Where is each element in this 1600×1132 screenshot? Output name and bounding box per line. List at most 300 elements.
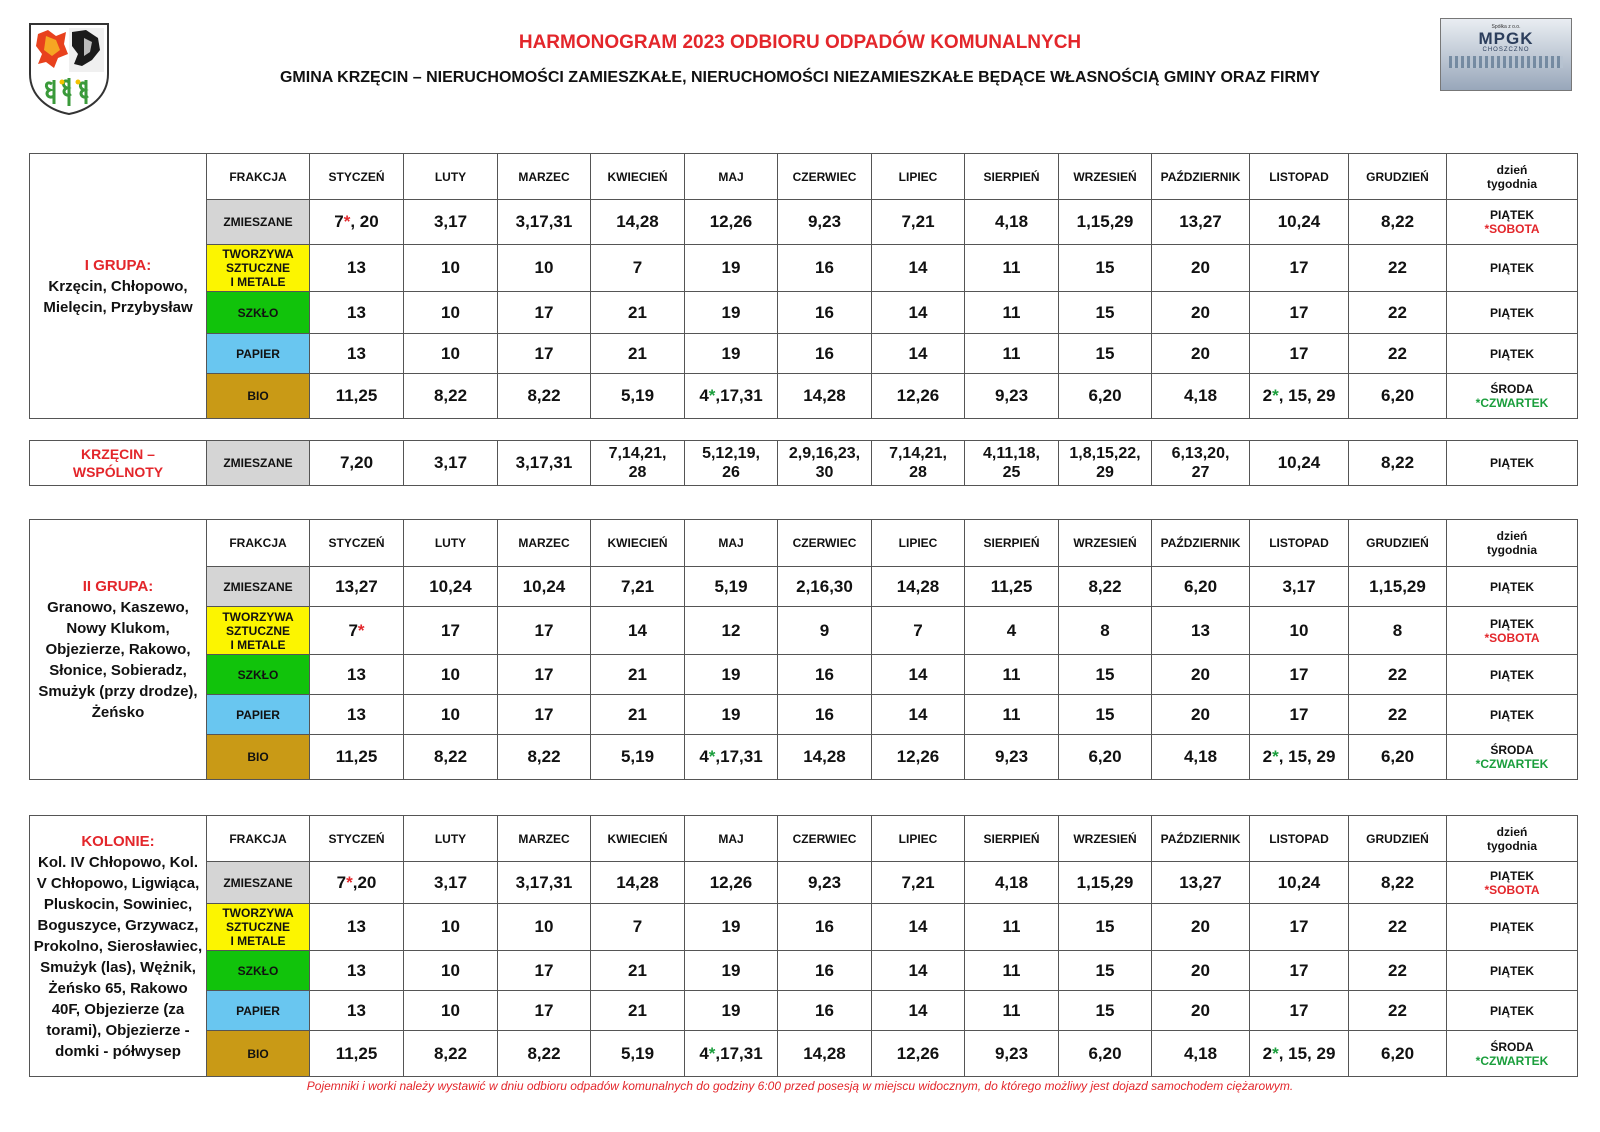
schedule-table-group-1: [29, 153, 1578, 419]
date-cell: 6,20: [1152, 567, 1250, 607]
row-paper: [30, 334, 1578, 374]
date-cell: 2*, 15, 29: [1250, 374, 1349, 419]
weekday-cell: PIĄTEK *SOBOTA: [1447, 607, 1578, 655]
fraction-mixed: ZMIESZANE: [207, 567, 310, 607]
date-cell: 19: [685, 655, 778, 695]
date-cell: 5,19: [591, 735, 685, 780]
date-cell: 20: [1152, 334, 1250, 374]
row-bio: [30, 374, 1578, 419]
date-cell: 14,28: [778, 735, 872, 780]
month-header: CZERWIEC: [778, 520, 872, 567]
month-header: GRUDZIEŃ: [1349, 520, 1447, 567]
date-cell: 19: [685, 292, 778, 334]
row-glass: [30, 292, 1578, 334]
fraction-header: FRAKCJA: [207, 816, 310, 862]
date-cell: 5,19: [591, 1031, 685, 1077]
date-cell: 8,22: [1349, 200, 1447, 245]
date-cell: 4,18: [1152, 735, 1250, 780]
date-cell: 7*: [310, 607, 404, 655]
date-cell: 2,16,30: [778, 567, 872, 607]
row-bio: [30, 1031, 1578, 1077]
date-cell: 14: [872, 951, 965, 991]
date-cell: 10: [404, 334, 498, 374]
date-cell: 15: [1059, 951, 1152, 991]
date-cell: 9: [778, 607, 872, 655]
weekday-cell: PIĄTEK: [1447, 904, 1578, 951]
date-cell: 21: [591, 991, 685, 1031]
weekday-cell: PIĄTEK: [1447, 292, 1578, 334]
date-cell: 3,17: [1250, 567, 1349, 607]
date-cell: 10: [404, 951, 498, 991]
month-header: LISTOPAD: [1250, 816, 1349, 862]
date-cell: 9,23: [965, 374, 1059, 419]
date-cell: 4,18: [1152, 374, 1250, 419]
page-title: HARMONOGRAM 2023 ODBIORU ODPADÓW KOMUNALNYCH: [518, 32, 1082, 53]
row-bio: [30, 735, 1578, 780]
date-cell: 10: [1250, 607, 1349, 655]
date-cell: 7,21: [872, 200, 965, 245]
date-cell: 10: [498, 245, 591, 292]
month-header: KWIECIEŃ: [591, 520, 685, 567]
group-places: Granowo, Kaszewo, Nowy Klukom, Objezierze, Rakowo, Słonice, Sobieradz, Smużyk (przy drodze), Żeńsko: [38, 599, 198, 721]
row-mixed: [30, 567, 1578, 607]
fraction-mixed: ZMIESZANE: [207, 200, 310, 245]
date-cell: 1,8,15,22, 29: [1059, 441, 1152, 486]
date-cell: 6,20: [1349, 735, 1447, 780]
month-header: LIPIEC: [872, 520, 965, 567]
date-cell: 15: [1059, 292, 1152, 334]
month-header: WRZESIEŃ: [1059, 520, 1152, 567]
date-cell: 1,15,29: [1349, 567, 1447, 607]
weekday-header: dzień tygodnia: [1447, 520, 1578, 567]
date-cell: 16: [778, 245, 872, 292]
date-cell: 17: [1250, 334, 1349, 374]
month-header: LUTY: [404, 816, 498, 862]
date-cell: 3,17,31: [498, 862, 591, 904]
fraction-header: FRAKCJA: [207, 520, 310, 567]
date-cell: 10: [404, 245, 498, 292]
date-cell: 17: [404, 607, 498, 655]
header-row: [30, 154, 1578, 200]
date-cell: 16: [778, 334, 872, 374]
month-header: STYCZEŃ: [310, 154, 404, 200]
schedule-table-communities: [29, 440, 1578, 486]
month-header: MAJ: [685, 816, 778, 862]
month-header: MAJ: [685, 154, 778, 200]
date-cell: 16: [778, 991, 872, 1031]
date-cell: 2*, 15, 29: [1250, 1031, 1349, 1077]
date-cell: 7,14,21, 28: [872, 441, 965, 486]
month-header: LIPIEC: [872, 816, 965, 862]
fraction-mixed: ZMIESZANE: [207, 441, 310, 486]
date-cell: 19: [685, 245, 778, 292]
date-cell: 14: [872, 904, 965, 951]
date-cell: 12,26: [872, 735, 965, 780]
date-cell: 9,23: [965, 735, 1059, 780]
group-name: I GRUPA:: [84, 256, 152, 274]
date-cell: 19: [685, 991, 778, 1031]
date-cell: 11: [965, 951, 1059, 991]
month-header: MARZEC: [498, 816, 591, 862]
header-row: [30, 816, 1578, 862]
month-header: CZERWIEC: [778, 154, 872, 200]
date-cell: 3,17,31: [498, 441, 591, 486]
date-cell: 11,25: [310, 1031, 404, 1077]
date-cell: 14: [872, 991, 965, 1031]
date-cell: 16: [778, 292, 872, 334]
date-cell: 13,27: [310, 567, 404, 607]
date-cell: 11: [965, 991, 1059, 1031]
date-cell: 22: [1349, 245, 1447, 292]
month-header: LUTY: [404, 154, 498, 200]
month-header: CZERWIEC: [778, 816, 872, 862]
date-cell: 14: [872, 292, 965, 334]
date-cell: 13: [1152, 607, 1250, 655]
page-subtitle: GMINA KRZĘCIN – NIERUCHOMOŚCI ZAMIESZKAŁE, NIERUCHOMOŚCI NIEZAMIESZKAŁE BĘDĄCE WŁASNOŚCIĄ GMINY ORAZ FIRMY: [279, 69, 1320, 86]
month-header: PAŹDZIERNIK: [1152, 154, 1250, 200]
date-cell: 10,24: [404, 567, 498, 607]
fraction-mixed: ZMIESZANE: [207, 862, 310, 904]
month-header: LIPIEC: [872, 154, 965, 200]
date-cell: 6,20: [1349, 1031, 1447, 1077]
month-header: LISTOPAD: [1250, 520, 1349, 567]
date-cell: 19: [685, 334, 778, 374]
date-cell: 21: [591, 655, 685, 695]
date-cell: 17: [1250, 695, 1349, 735]
footer-note: Pojemniki i worki należy wystawić w dniu odbioru odpadów komunalnych do godziny 6:00 przed posesją w miejscu widocznym, do którego możliwy jest dojazd samochodem ciężarowym.: [306, 1079, 1294, 1093]
fraction-bio: BIO: [207, 1031, 310, 1077]
date-cell: 16: [778, 951, 872, 991]
date-cell: 11,25: [310, 374, 404, 419]
fraction-bio: BIO: [207, 374, 310, 419]
date-cell: 1,15,29: [1059, 200, 1152, 245]
group-name: II GRUPA:: [82, 578, 154, 595]
fraction-bio: BIO: [207, 735, 310, 780]
date-cell: 11,25: [310, 735, 404, 780]
date-cell: 10: [498, 904, 591, 951]
weekday-cell: PIĄTEK: [1447, 245, 1578, 292]
date-cell: 15: [1059, 695, 1152, 735]
group-places: Krzęcin, Chłopowo, Mielęcin, Przybysław: [43, 277, 193, 316]
weekday-header: dzień tygodnia: [1447, 154, 1578, 200]
fraction-glass: SZKŁO: [207, 951, 310, 991]
date-cell: 7*, 20: [310, 200, 404, 245]
date-cell: 22: [1349, 695, 1447, 735]
date-cell: 21: [591, 292, 685, 334]
date-cell: 17: [498, 334, 591, 374]
date-cell: 13: [310, 904, 404, 951]
row-mixed: [30, 441, 1578, 486]
date-cell: 14,28: [591, 200, 685, 245]
date-cell: 4,18: [965, 200, 1059, 245]
month-header: SIERPIEŃ: [965, 154, 1059, 200]
date-cell: 14,28: [591, 862, 685, 904]
date-cell: 13: [310, 695, 404, 735]
date-cell: 15: [1059, 655, 1152, 695]
date-cell: 12,26: [685, 862, 778, 904]
date-cell: 17: [1250, 292, 1349, 334]
group-cell: [30, 154, 207, 419]
month-header: WRZESIEŃ: [1059, 154, 1152, 200]
date-cell: 16: [778, 695, 872, 735]
weekday-cell: PIĄTEK: [1447, 441, 1578, 486]
date-cell: 10: [404, 991, 498, 1031]
fraction-header: FRAKCJA: [207, 154, 310, 200]
date-cell: 11: [965, 695, 1059, 735]
date-cell: 9,23: [778, 200, 872, 245]
logo-name: MPGK: [1478, 29, 1534, 48]
group-cell: [30, 520, 207, 780]
date-cell: 2*, 15, 29: [1250, 735, 1349, 780]
date-cell: 4,18: [965, 862, 1059, 904]
weekday-cell: ŚRODA *CZWARTEK: [1447, 374, 1578, 419]
date-cell: 13: [310, 245, 404, 292]
month-header: LISTOPAD: [1250, 154, 1349, 200]
date-cell: 6,20: [1349, 374, 1447, 419]
date-cell: 20: [1152, 695, 1250, 735]
company-logo: [1440, 18, 1572, 91]
municipality-crest-icon: [26, 20, 112, 116]
date-cell: 16: [778, 655, 872, 695]
month-header: WRZESIEŃ: [1059, 816, 1152, 862]
date-cell: 17: [498, 655, 591, 695]
row-plastic: [30, 607, 1578, 655]
month-header: MARZEC: [498, 154, 591, 200]
date-cell: 5,12,19, 26: [685, 441, 778, 486]
group-name: KOLONIE:: [81, 832, 155, 850]
weekday-cell: PIĄTEK: [1447, 951, 1578, 991]
date-cell: 10: [404, 292, 498, 334]
date-cell: 6,20: [1059, 735, 1152, 780]
date-cell: 20: [1152, 904, 1250, 951]
date-cell: 7: [591, 245, 685, 292]
fraction-paper: PAPIER: [207, 334, 310, 374]
group-cell: KRZĘCIN – WSPÓLNOTY: [30, 441, 207, 486]
date-cell: 4,11,18, 25: [965, 441, 1059, 486]
date-cell: 10: [404, 695, 498, 735]
date-cell: 17: [498, 695, 591, 735]
month-header: KWIECIEŃ: [591, 816, 685, 862]
date-cell: 13: [310, 292, 404, 334]
date-cell: 22: [1349, 655, 1447, 695]
date-cell: 11: [965, 904, 1059, 951]
schedule-table-group-2: [29, 519, 1578, 780]
date-cell: 3,17: [404, 862, 498, 904]
date-cell: 8,22: [404, 1031, 498, 1077]
date-cell: 14,28: [778, 1031, 872, 1077]
date-cell: 8,22: [498, 374, 591, 419]
month-header: GRUDZIEŃ: [1349, 154, 1447, 200]
date-cell: 21: [591, 334, 685, 374]
date-cell: 3,17,31: [498, 200, 591, 245]
date-cell: 16: [778, 904, 872, 951]
date-cell: 15: [1059, 991, 1152, 1031]
date-cell: 22: [1349, 991, 1447, 1031]
date-cell: 17: [498, 991, 591, 1031]
weekday-cell: PIĄTEK: [1447, 334, 1578, 374]
schedule-table-colonies: [29, 815, 1578, 1077]
month-header: LUTY: [404, 520, 498, 567]
date-cell: 17: [1250, 655, 1349, 695]
header-row: [30, 520, 1578, 567]
date-cell: 7*,20: [310, 862, 404, 904]
date-cell: 13: [310, 334, 404, 374]
row-paper: [30, 695, 1578, 735]
date-cell: 15: [1059, 245, 1152, 292]
date-cell: 8,22: [498, 735, 591, 780]
month-header: PAŹDZIERNIK: [1152, 816, 1250, 862]
weekday-cell: PIĄTEK: [1447, 567, 1578, 607]
month-header: STYCZEŃ: [310, 816, 404, 862]
date-cell: 4*,17,31: [685, 735, 778, 780]
weekday-cell: ŚRODA *CZWARTEK: [1447, 735, 1578, 780]
date-cell: 8: [1059, 607, 1152, 655]
date-cell: 4*,17,31: [685, 374, 778, 419]
date-cell: 15: [1059, 334, 1152, 374]
date-cell: 10: [404, 904, 498, 951]
date-cell: 11: [965, 245, 1059, 292]
row-glass: [30, 951, 1578, 991]
date-cell: 20: [1152, 245, 1250, 292]
date-cell: 11: [965, 655, 1059, 695]
month-header: MAJ: [685, 520, 778, 567]
date-cell: 4,18: [1152, 1031, 1250, 1077]
date-cell: 22: [1349, 292, 1447, 334]
date-cell: 20: [1152, 991, 1250, 1031]
fraction-paper: PAPIER: [207, 695, 310, 735]
date-cell: 9,23: [778, 862, 872, 904]
weekday-cell: PIĄTEK *SOBOTA: [1447, 862, 1578, 904]
date-cell: 8,22: [1059, 567, 1152, 607]
date-cell: 12,26: [685, 200, 778, 245]
month-header: SIERPIEŃ: [965, 520, 1059, 567]
date-cell: 3,17: [404, 441, 498, 486]
row-plastic: [30, 904, 1578, 951]
weekday-cell: PIĄTEK: [1447, 695, 1578, 735]
date-cell: 1,15,29: [1059, 862, 1152, 904]
weekday-cell: PIĄTEK: [1447, 655, 1578, 695]
date-cell: 22: [1349, 951, 1447, 991]
date-cell: 7: [872, 607, 965, 655]
date-cell: 3,17: [404, 200, 498, 245]
date-cell: 11,25: [965, 567, 1059, 607]
date-cell: 8: [1349, 607, 1447, 655]
date-cell: 8,22: [498, 1031, 591, 1077]
row-plastic: [30, 245, 1578, 292]
date-cell: 12: [685, 607, 778, 655]
month-header: GRUDZIEŃ: [1349, 816, 1447, 862]
date-cell: 5,19: [591, 374, 685, 419]
fraction-paper: PAPIER: [207, 991, 310, 1031]
fraction-glass: SZKŁO: [207, 292, 310, 334]
date-cell: 17: [1250, 991, 1349, 1031]
date-cell: 5,19: [685, 567, 778, 607]
group-cell: [30, 816, 207, 1077]
logo-city: CHOSZCZNO: [1482, 47, 1530, 53]
date-cell: 13: [310, 951, 404, 991]
date-cell: 20: [1152, 655, 1250, 695]
date-cell: 10,24: [1250, 200, 1349, 245]
month-header: STYCZEŃ: [310, 520, 404, 567]
date-cell: 14: [872, 245, 965, 292]
date-cell: 14: [872, 695, 965, 735]
weekday-cell: PIĄTEK *SOBOTA: [1447, 200, 1578, 245]
date-cell: 6,20: [1059, 374, 1152, 419]
weekday-cell: PIĄTEK: [1447, 991, 1578, 1031]
date-cell: 15: [1059, 904, 1152, 951]
date-cell: 19: [685, 695, 778, 735]
date-cell: 13: [310, 655, 404, 695]
date-cell: 21: [591, 951, 685, 991]
date-cell: 6,20: [1059, 1031, 1152, 1077]
date-cell: 8,22: [404, 735, 498, 780]
fraction-plastic: TWORZYWA SZTUCZNE I METALE: [207, 904, 310, 951]
date-cell: 19: [685, 951, 778, 991]
date-cell: 10,24: [498, 567, 591, 607]
date-cell: 14: [591, 607, 685, 655]
date-cell: 4: [965, 607, 1059, 655]
date-cell: 12,26: [872, 1031, 965, 1077]
date-cell: 20: [1152, 951, 1250, 991]
date-cell: 21: [591, 695, 685, 735]
fraction-plastic: TWORZYWA SZTUCZNE I METALE: [207, 607, 310, 655]
date-cell: 17: [498, 292, 591, 334]
date-cell: 7,20: [310, 441, 404, 486]
date-cell: 11: [965, 292, 1059, 334]
date-cell: 17: [1250, 245, 1349, 292]
date-cell: 17: [498, 951, 591, 991]
month-header: SIERPIEŃ: [965, 816, 1059, 862]
date-cell: 10: [404, 655, 498, 695]
date-cell: 17: [498, 607, 591, 655]
date-cell: 12,26: [872, 374, 965, 419]
date-cell: 9,23: [965, 1031, 1059, 1077]
date-cell: 10,24: [1250, 862, 1349, 904]
date-cell: 8,22: [1349, 862, 1447, 904]
date-cell: 14: [872, 655, 965, 695]
date-cell: 14: [872, 334, 965, 374]
date-cell: 2,9,16,23, 30: [778, 441, 872, 486]
date-cell: 19: [685, 904, 778, 951]
date-cell: 10,24: [1250, 441, 1349, 486]
fraction-plastic: TWORZYWA SZTUCZNE I METALE: [207, 245, 310, 292]
date-cell: 13: [310, 991, 404, 1031]
month-header: MARZEC: [498, 520, 591, 567]
date-cell: 13,27: [1152, 200, 1250, 245]
date-cell: 8,22: [404, 374, 498, 419]
date-cell: 14,28: [872, 567, 965, 607]
logo-banner: [1449, 56, 1563, 68]
month-header: KWIECIEŃ: [591, 154, 685, 200]
weekday-header: dzień tygodnia: [1447, 816, 1578, 862]
date-cell: 7: [591, 904, 685, 951]
group-places: Kol. IV Chłopowo, Kol. V Chłopowo, Ligwiąca, Pluskocin, Sowiniec, Boguszyce, Grzywacz, Prokolno, Sierosławiec, Smużyk (las), Wężnik, Żeńsko 65, Rakowo 40F, Objezierze (za torami), Objezierze - domki - półwysep: [33, 853, 203, 1060]
date-cell: 17: [1250, 904, 1349, 951]
date-cell: 8,22: [1349, 441, 1447, 486]
date-cell: 7,21: [872, 862, 965, 904]
date-cell: 6,13,20, 27: [1152, 441, 1250, 486]
date-cell: 11: [965, 334, 1059, 374]
date-cell: 7,14,21, 28: [591, 441, 685, 486]
date-cell: 13,27: [1152, 862, 1250, 904]
row-glass: [30, 655, 1578, 695]
date-cell: 22: [1349, 334, 1447, 374]
month-header: PAŹDZIERNIK: [1152, 520, 1250, 567]
date-cell: 17: [1250, 951, 1349, 991]
weekday-cell: ŚRODA *CZWARTEK: [1447, 1031, 1578, 1077]
date-cell: 7,21: [591, 567, 685, 607]
row-mixed: [30, 200, 1578, 245]
